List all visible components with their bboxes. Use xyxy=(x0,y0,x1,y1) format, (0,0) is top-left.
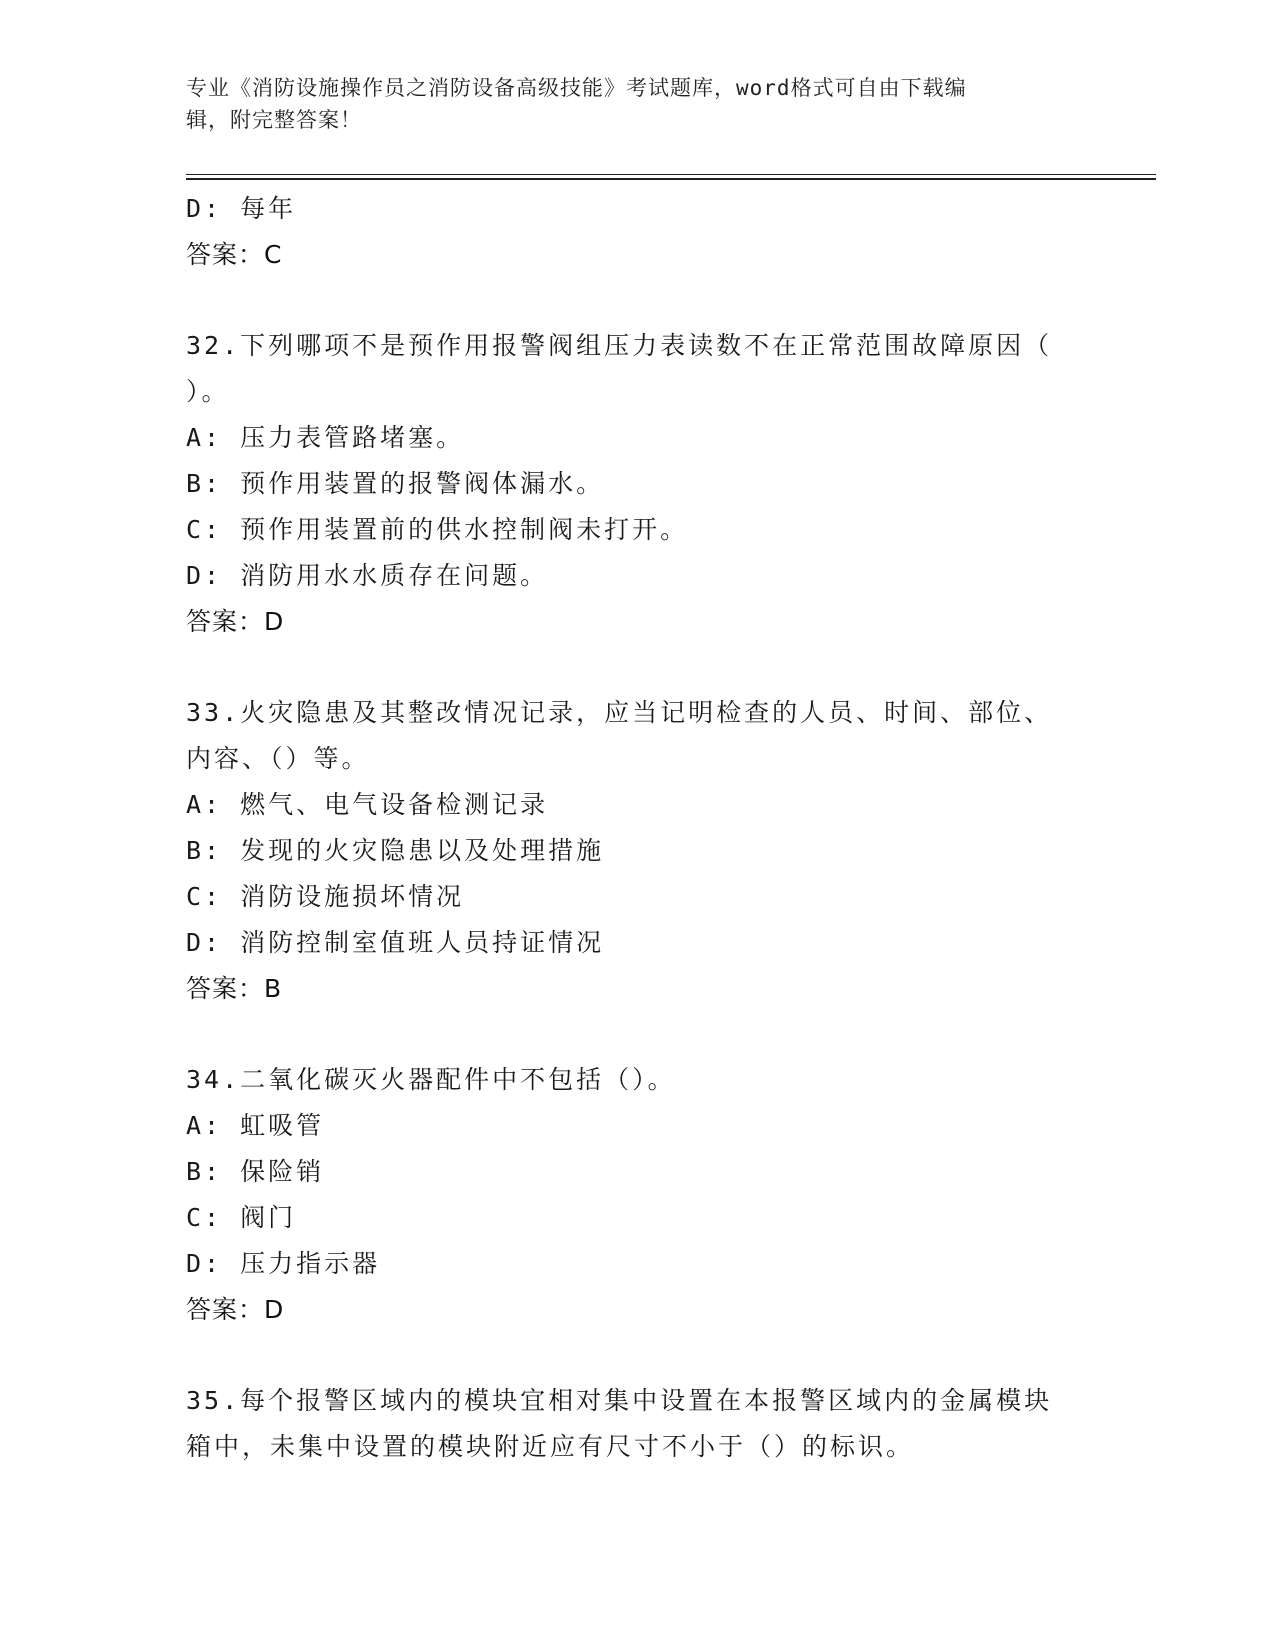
option-c: C: 预作用装置前的供水控制阀未打开。 xyxy=(186,515,689,544)
question-stem-line-1: 32.下列哪项不是预作用报警阀组压力表读数不在正常范围故障原因（ xyxy=(186,331,1053,360)
option-a: A: 虹吸管 xyxy=(186,1111,325,1140)
header-line-2: 辑，附完整答案！ xyxy=(186,108,362,132)
question-35 xyxy=(186,1378,1086,1470)
question-stem-line-2: 箱中，未集中设置的模块附近应有尺寸不小于（）的标识。 xyxy=(186,1432,915,1461)
option-b: B: 发现的火灾隐患以及处理措施 xyxy=(186,836,605,865)
answer-line: 答案：D xyxy=(186,1295,285,1324)
question-stem-line-1: 35.每个报警区域内的模块宜相对集中设置在本报警区域内的金属模块 xyxy=(186,1386,1053,1415)
page-header xyxy=(186,72,1086,136)
header-rule-thin xyxy=(186,174,1156,175)
option-a: A: 燃气、电气设备检测记录 xyxy=(186,790,549,819)
option-a: A: 压力表管路堵塞。 xyxy=(186,423,465,452)
answer-line: 答案：D xyxy=(186,607,285,636)
option-d: D: 消防用水水质存在问题。 xyxy=(186,561,549,590)
header-rule-thick xyxy=(186,178,1156,180)
option-c: C: 消防设施损坏情况 xyxy=(186,882,465,911)
question-33 xyxy=(186,690,1086,1012)
option-d: D: 每年 xyxy=(186,194,297,223)
option-d: D: 压力指示器 xyxy=(186,1249,381,1278)
question-stem-line-2: 内容、（）等。 xyxy=(186,744,370,773)
header-line-1: 专业《消防设施操作员之消防设备高级技能》考试题库，word格式可自由下载编 xyxy=(186,76,967,100)
answer-line: 答案：C xyxy=(186,240,283,269)
question-32 xyxy=(186,323,1086,645)
question-stem-line-2: ）。 xyxy=(186,377,230,406)
answer-line: 答案：B xyxy=(186,974,283,1003)
option-c: C: 阀门 xyxy=(186,1203,297,1232)
option-b: B: 保险销 xyxy=(186,1157,325,1186)
question-stem-line-1: 34.二氧化碳灭火器配件中不包括（）。 xyxy=(186,1065,676,1094)
option-d: D: 消防控制室值班人员持证情况 xyxy=(186,928,605,957)
option-b: B: 预作用装置的报警阀体漏水。 xyxy=(186,469,605,498)
previous-question-tail xyxy=(186,186,1086,278)
question-stem-line-1: 33.火灾隐患及其整改情况记录，应当记明检查的人员、时间、部位、 xyxy=(186,698,1053,727)
document-body xyxy=(186,186,1086,1470)
question-34 xyxy=(186,1057,1086,1333)
